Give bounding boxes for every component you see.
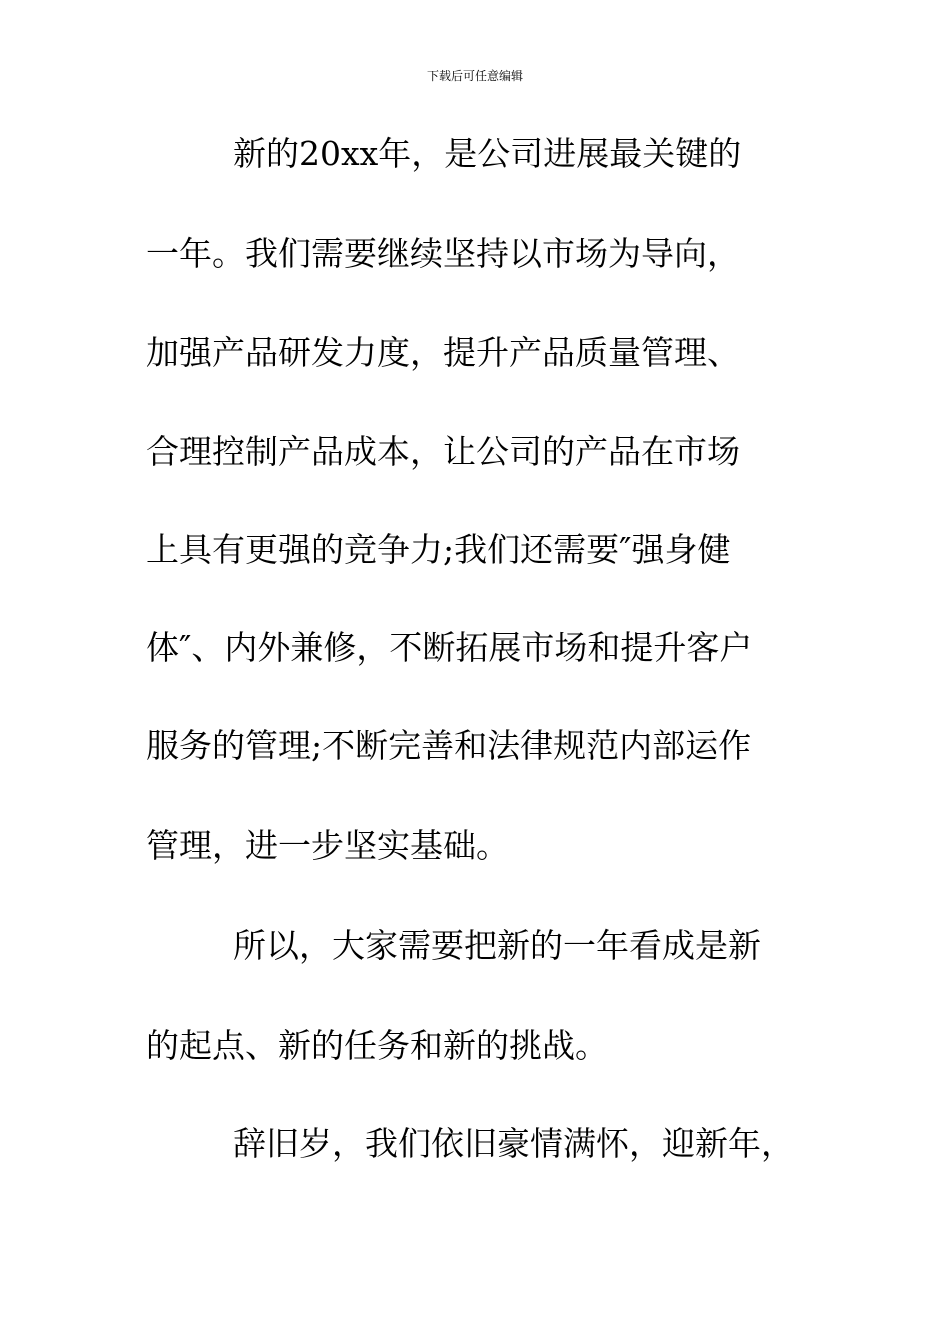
paragraph-line: 一年。我们需要继续坚持以市场为导向， bbox=[146, 234, 740, 273]
paragraph-line: 的起点、新的任务和新的挑战。 bbox=[146, 1026, 608, 1065]
paragraph-line: 管理，进一步坚实基础。 bbox=[146, 826, 509, 865]
paragraph-line: 加强产品研发力度，提升产品质量管理、 bbox=[146, 333, 740, 372]
paragraph-line: 服务的管理;不断完善和法律规范内部运作 bbox=[146, 726, 752, 765]
header-note: 下载后可任意编辑 bbox=[426, 69, 523, 83]
paragraph-line: 所以，大家需要把新的一年看成是新 bbox=[233, 926, 761, 965]
paragraph-line: 上具有更强的竞争力;我们还需要″强身健 bbox=[146, 530, 731, 569]
paragraph-line: 体″、内外兼修，不断拓展市场和提升客户 bbox=[146, 628, 753, 667]
paragraph-line: 合理控制产品成本，让公司的产品在市场 bbox=[146, 432, 740, 471]
paragraph-line: 新的20xx年，是公司进展最关键的 bbox=[233, 134, 742, 173]
paragraph-line: 辞旧岁，我们依旧豪情满怀，迎新年， bbox=[233, 1124, 794, 1163]
